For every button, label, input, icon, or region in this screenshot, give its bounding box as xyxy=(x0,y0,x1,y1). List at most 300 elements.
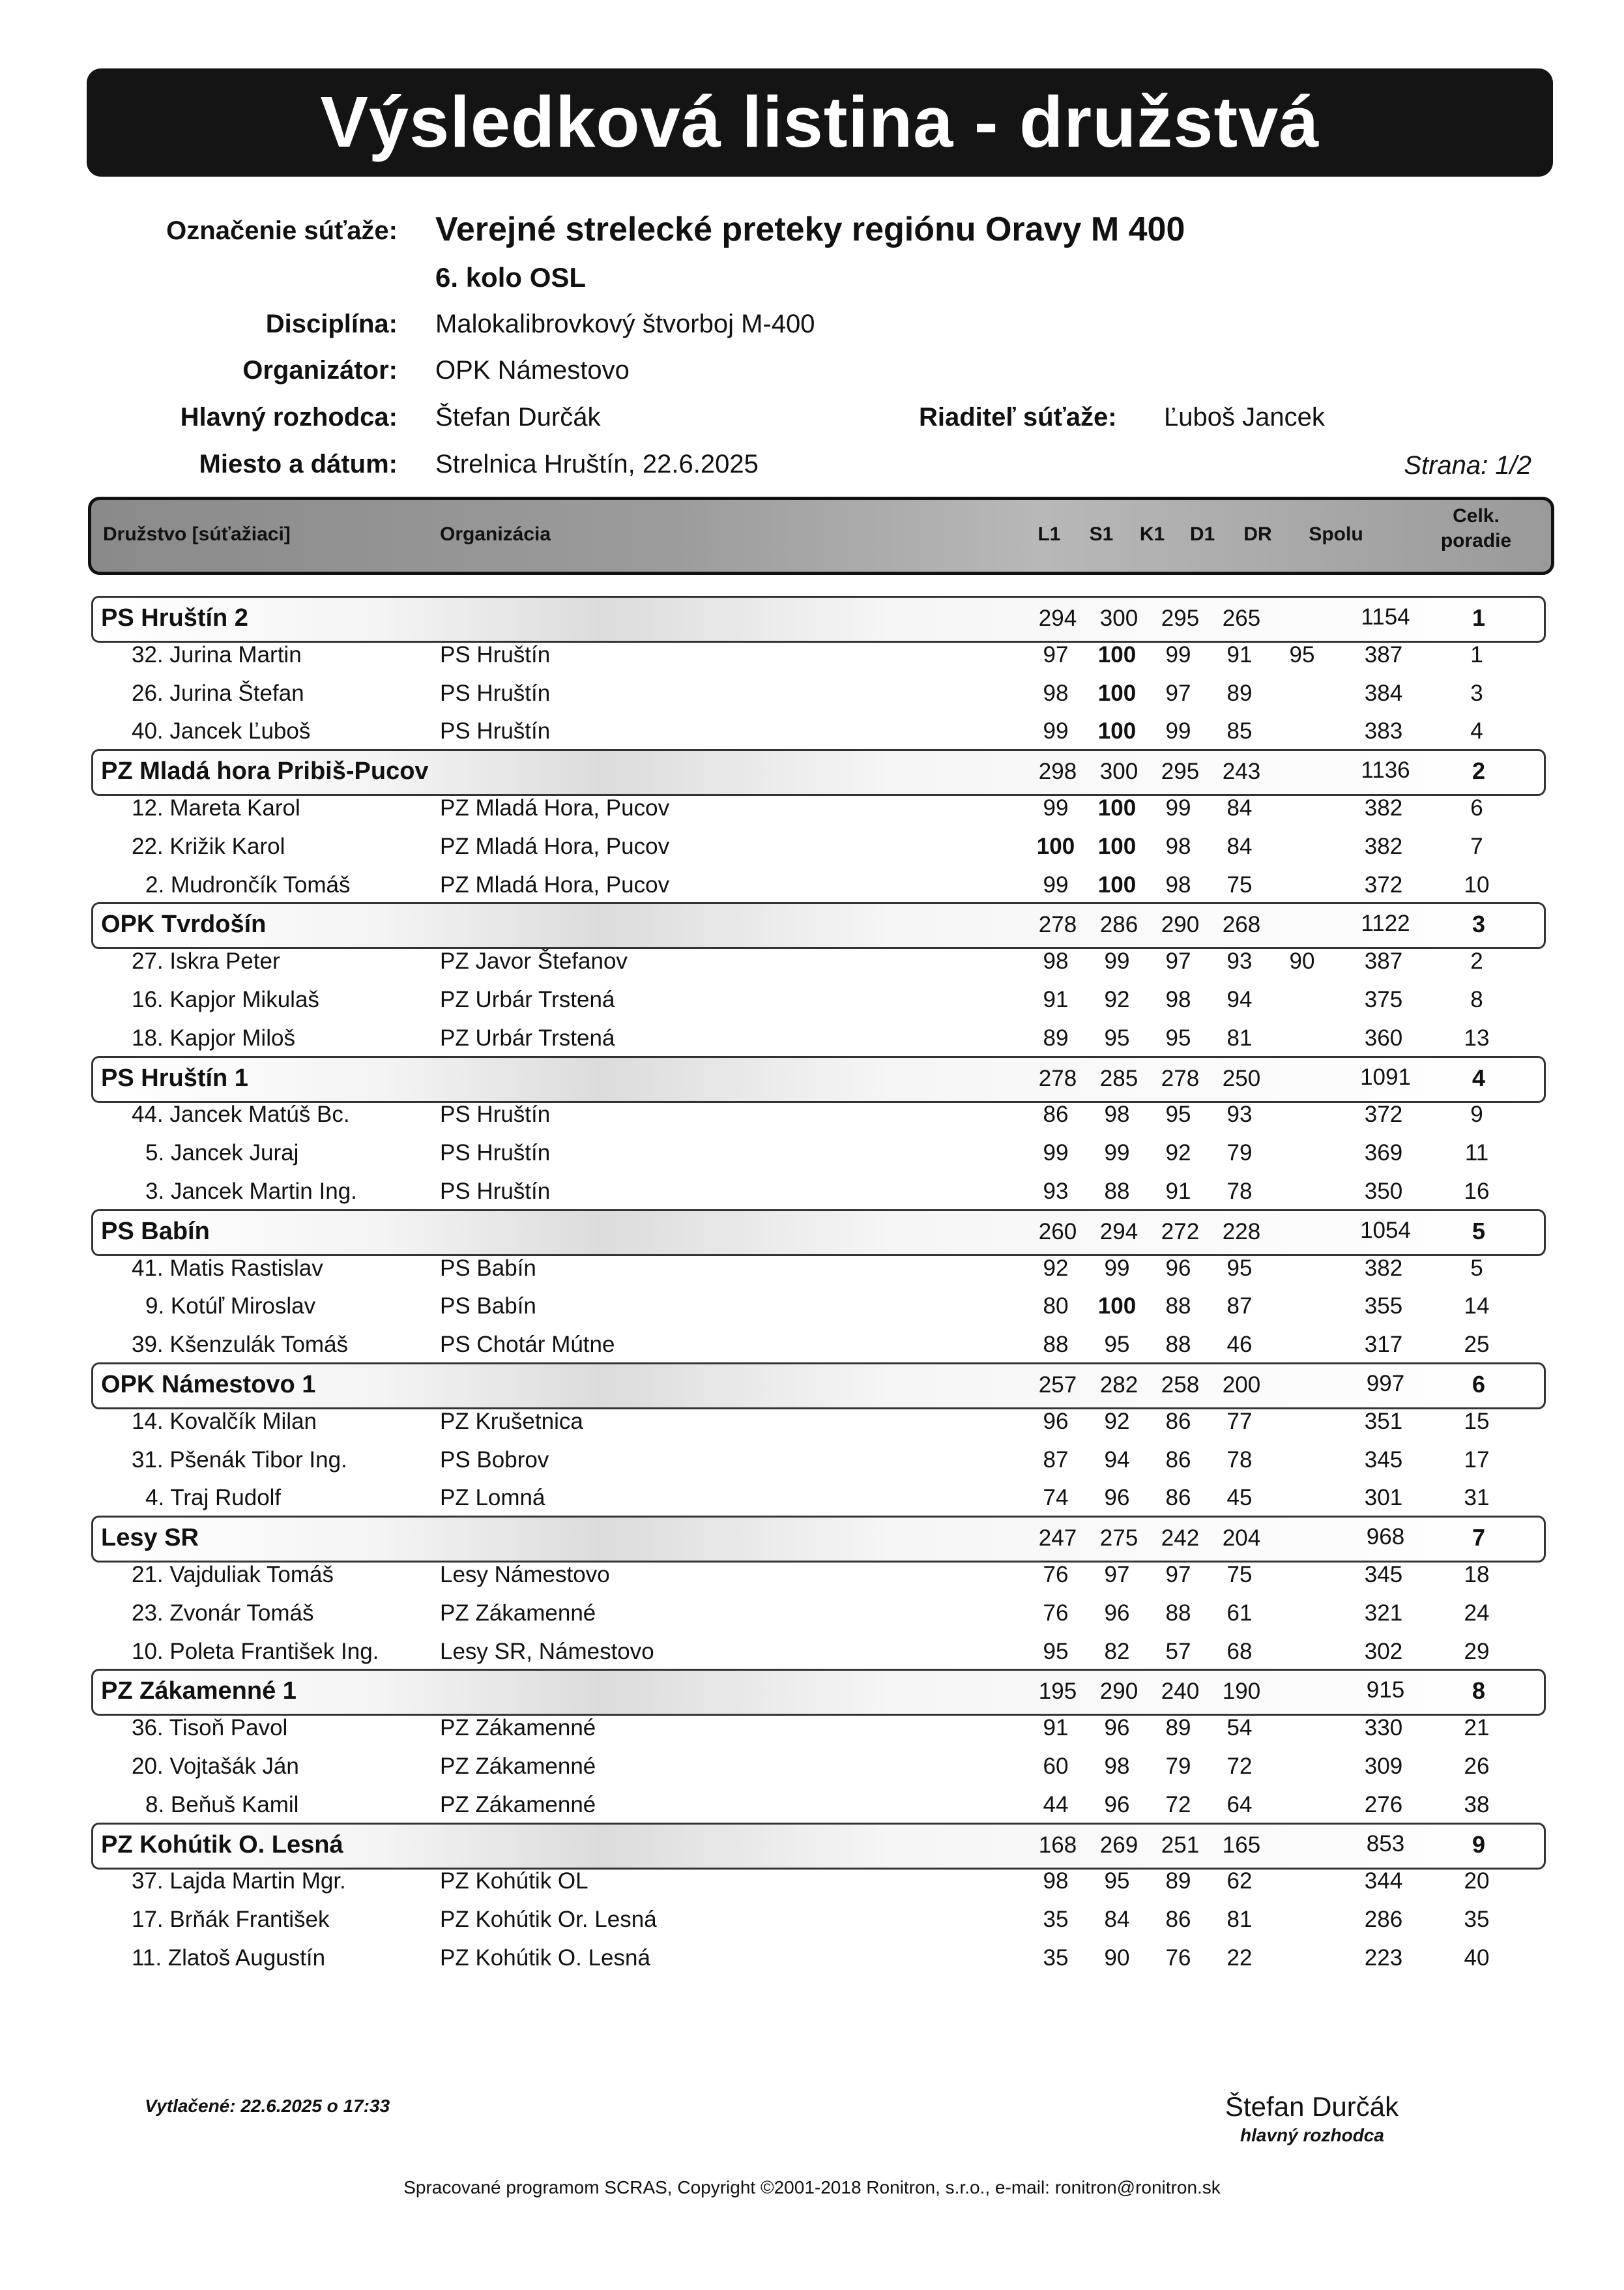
member-org: PS Hruštín xyxy=(440,680,551,706)
cell-l1: 35 xyxy=(1043,1907,1069,1933)
cell-d1: 81 xyxy=(1226,1907,1253,1933)
team-name: PS Hruštín 2 xyxy=(101,604,248,632)
cell-k1: 295 xyxy=(1161,606,1200,631)
cell-s1: 98 xyxy=(1104,1102,1130,1128)
member-org: PZ Lomná xyxy=(440,1485,545,1511)
column-rank-line2: poradie xyxy=(1440,530,1512,551)
referee-label: Hlavný rozhodca: xyxy=(180,403,398,432)
cell-s1: 100 xyxy=(1097,641,1137,668)
cell-k1: 96 xyxy=(1165,1255,1191,1281)
cell-total: 915 xyxy=(1366,1677,1405,1703)
member-name: 36. Tisoň Pavol xyxy=(132,1715,288,1741)
discipline-value: Malokalibrovkový štvorboj M-400 xyxy=(435,310,815,338)
member-org: PZ Mladá Hora, Pucov xyxy=(440,872,670,898)
organizer-label: Organizátor: xyxy=(242,356,398,385)
cell-l1: 99 xyxy=(1043,872,1069,898)
signature-role: hlavný rozhodca xyxy=(1240,2125,1384,2145)
cell-rank: 4 xyxy=(1470,718,1483,744)
cell-rank: 9 xyxy=(1472,1830,1486,1858)
cell-d1: 250 xyxy=(1222,1065,1261,1091)
member-org: Lesy Námestovo xyxy=(440,1562,610,1587)
cell-total: 382 xyxy=(1364,833,1403,859)
cell-d1: 75 xyxy=(1226,1562,1253,1587)
cell-k1: 86 xyxy=(1165,1446,1191,1473)
member-name: 21. Vajduliak Tomáš xyxy=(132,1562,334,1587)
cell-d1: 165 xyxy=(1222,1832,1261,1858)
cell-s1: 94 xyxy=(1104,1446,1130,1473)
cell-total: 330 xyxy=(1364,1715,1403,1741)
cell-rank: 21 xyxy=(1464,1715,1490,1741)
member-name: 17. Brňák František xyxy=(132,1907,330,1933)
cell-k1: 242 xyxy=(1161,1525,1200,1551)
member-org: PZ Mladá Hora, Pucov xyxy=(440,833,670,859)
cell-k1: 97 xyxy=(1165,1562,1191,1587)
cell-s1: 285 xyxy=(1099,1065,1138,1091)
cell-d1: 77 xyxy=(1226,1408,1253,1434)
cell-s1: 100 xyxy=(1097,872,1137,898)
cell-total: 372 xyxy=(1364,1102,1403,1128)
cell-k1: 88 xyxy=(1165,1332,1191,1358)
cell-s1: 98 xyxy=(1104,1754,1130,1779)
cell-total: 345 xyxy=(1364,1562,1403,1587)
cell-rank: 14 xyxy=(1464,1293,1490,1319)
cell-rank: 2 xyxy=(1470,948,1483,975)
cell-rank: 3 xyxy=(1472,911,1486,938)
member-org: PS Hruštín xyxy=(440,641,551,668)
column-org: Organizácia xyxy=(440,523,551,545)
cell-d1: 200 xyxy=(1222,1372,1261,1398)
cell-k1: 95 xyxy=(1165,1102,1191,1128)
member-org: PZ Kohútik O. Lesná xyxy=(440,1945,650,1971)
cell-rank: 6 xyxy=(1470,795,1483,821)
cell-d1: 265 xyxy=(1222,606,1261,631)
cell-rank: 8 xyxy=(1472,1677,1486,1705)
cell-l1: 278 xyxy=(1038,912,1077,938)
cell-k1: 290 xyxy=(1161,912,1200,938)
member-org: PS Babín xyxy=(440,1255,536,1281)
competition-label: Označenie súťaže: xyxy=(166,216,398,245)
cell-l1: 44 xyxy=(1043,1791,1069,1817)
cell-d1: 22 xyxy=(1226,1945,1253,1971)
cell-s1: 275 xyxy=(1099,1525,1138,1551)
cell-k1: 98 xyxy=(1165,987,1191,1012)
team-row xyxy=(91,1056,1546,1103)
cell-l1: 87 xyxy=(1043,1446,1069,1473)
cell-s1: 290 xyxy=(1099,1679,1138,1705)
cell-d1: 93 xyxy=(1226,948,1253,975)
cell-s1: 286 xyxy=(1099,912,1138,938)
member-name: 37. Lajda Martin Mgr. xyxy=(132,1868,346,1894)
member-name: 10. Poleta František Ing. xyxy=(132,1638,379,1664)
member-org: Lesy SR, Námestovo xyxy=(440,1638,654,1664)
cell-rank: 5 xyxy=(1472,1217,1486,1244)
cell-d1: 78 xyxy=(1226,1179,1253,1204)
cell-rank: 13 xyxy=(1464,1025,1490,1051)
cell-rank: 8 xyxy=(1470,987,1483,1012)
competition-value: Verejné strelecké preteky regiónu Oravy M 400 xyxy=(435,211,1185,248)
cell-d1: 84 xyxy=(1226,795,1253,821)
member-org: PZ Javor Štefanov xyxy=(440,948,628,975)
cell-s1: 95 xyxy=(1104,1332,1130,1358)
cell-k1: 98 xyxy=(1165,833,1191,859)
cell-k1: 89 xyxy=(1165,1715,1191,1741)
member-org: PS Hruštín xyxy=(440,1102,551,1128)
cell-total: 317 xyxy=(1364,1332,1403,1358)
member-name: 9. Kotúľ Miroslav xyxy=(145,1293,316,1319)
cell-s1: 88 xyxy=(1104,1179,1130,1204)
cell-s1: 294 xyxy=(1099,1218,1138,1244)
member-name: 32. Jurina Martin xyxy=(132,641,302,668)
cell-l1: 74 xyxy=(1043,1485,1069,1511)
team-name: Lesy SR xyxy=(101,1524,199,1552)
cell-k1: 92 xyxy=(1165,1140,1191,1166)
cell-l1: 91 xyxy=(1043,987,1069,1012)
cell-s1: 99 xyxy=(1104,1255,1130,1281)
cell-k1: 86 xyxy=(1165,1485,1191,1511)
cell-l1: 95 xyxy=(1043,1638,1069,1664)
member-org: PZ Zákamenné xyxy=(440,1754,596,1779)
cell-k1: 79 xyxy=(1165,1754,1191,1779)
cell-rank: 24 xyxy=(1464,1600,1490,1626)
member-org: PZ Kohútik OL xyxy=(440,1868,588,1894)
member-name: 16. Kapjor Mikulaš xyxy=(132,987,319,1012)
cell-s1: 99 xyxy=(1104,948,1130,975)
cell-rank: 6 xyxy=(1472,1371,1486,1398)
cell-k1: 99 xyxy=(1165,641,1191,668)
column-s1: S1 xyxy=(1089,523,1114,545)
cell-l1: 98 xyxy=(1043,948,1069,975)
team-row xyxy=(91,1362,1546,1409)
cell-l1: 99 xyxy=(1043,1140,1069,1166)
cell-total: 382 xyxy=(1364,1255,1403,1281)
cell-rank: 2 xyxy=(1472,757,1486,785)
cell-d1: 94 xyxy=(1226,987,1253,1012)
cell-s1: 100 xyxy=(1097,795,1137,821)
cell-rank: 35 xyxy=(1464,1907,1490,1933)
cell-rank: 1 xyxy=(1470,641,1483,668)
cell-rank: 31 xyxy=(1464,1485,1490,1511)
cell-d1: 243 xyxy=(1222,759,1261,785)
member-name: 5. Jancek Juraj xyxy=(145,1140,299,1166)
cell-total: 309 xyxy=(1364,1754,1403,1779)
organizer-value: OPK Námestovo xyxy=(435,356,630,385)
cell-s1: 95 xyxy=(1104,1868,1130,1894)
cell-d1: 204 xyxy=(1222,1525,1261,1551)
member-org: PZ Mladá Hora, Pucov xyxy=(440,795,670,821)
team-name: OPK Tvrdošín xyxy=(101,911,267,939)
cell-s1: 99 xyxy=(1104,1140,1130,1166)
cell-d1: 68 xyxy=(1226,1638,1253,1664)
cell-rank: 18 xyxy=(1464,1562,1490,1587)
cell-total: 344 xyxy=(1364,1868,1403,1894)
cell-k1: 57 xyxy=(1165,1638,1191,1664)
member-name: 23. Zvonár Tomáš xyxy=(132,1600,314,1626)
cell-l1: 60 xyxy=(1043,1754,1069,1779)
cell-s1: 300 xyxy=(1099,606,1138,631)
team-row xyxy=(91,1823,1546,1870)
cell-total: 1122 xyxy=(1361,911,1410,937)
cell-total: 387 xyxy=(1364,948,1403,975)
team-name: PZ Zákamenné 1 xyxy=(101,1677,297,1705)
cell-rank: 1 xyxy=(1472,604,1486,631)
member-org: PS Bobrov xyxy=(440,1446,549,1473)
member-name: 26. Jurina Štefan xyxy=(132,680,304,706)
cell-rank: 10 xyxy=(1464,872,1490,898)
cell-total: 345 xyxy=(1364,1446,1403,1473)
cell-d1: 81 xyxy=(1226,1025,1253,1051)
cell-k1: 278 xyxy=(1161,1065,1200,1091)
cell-total: 968 xyxy=(1366,1524,1405,1550)
cell-k1: 91 xyxy=(1165,1179,1191,1204)
cell-total: 350 xyxy=(1364,1179,1403,1204)
column-dr: DR xyxy=(1243,523,1272,545)
cell-rank: 5 xyxy=(1470,1255,1483,1281)
member-org: PS Hruštín xyxy=(440,1140,551,1166)
cell-s1: 84 xyxy=(1104,1907,1130,1933)
member-name: 27. Iskra Peter xyxy=(132,948,280,975)
cell-d1: 61 xyxy=(1226,1600,1253,1626)
cell-s1: 90 xyxy=(1104,1945,1130,1971)
team-row xyxy=(91,1516,1546,1563)
cell-rank: 16 xyxy=(1464,1179,1490,1204)
cell-d1: 268 xyxy=(1222,912,1261,938)
cell-k1: 251 xyxy=(1161,1832,1200,1858)
discipline-label: Disciplína: xyxy=(265,310,398,338)
team-row xyxy=(91,749,1546,796)
cell-l1: 260 xyxy=(1038,1218,1077,1244)
member-name: 18. Kapjor Miloš xyxy=(132,1025,295,1051)
cell-rank: 7 xyxy=(1472,1524,1486,1551)
cell-total: 223 xyxy=(1364,1945,1403,1971)
cell-s1: 100 xyxy=(1097,680,1137,706)
cell-total: 321 xyxy=(1364,1600,1403,1626)
member-org: PS Babín xyxy=(440,1293,536,1319)
cell-l1: 195 xyxy=(1038,1679,1077,1705)
cell-total: 276 xyxy=(1364,1791,1403,1817)
member-name: 14. Kovalčík Milan xyxy=(132,1408,317,1434)
cell-d1: 64 xyxy=(1226,1791,1253,1817)
cell-l1: 98 xyxy=(1043,1868,1069,1894)
cell-d1: 79 xyxy=(1226,1140,1253,1166)
printed-timestamp: Vytlačené: 22.6.2025 o 17:33 xyxy=(145,2096,390,2116)
cell-rank: 20 xyxy=(1464,1868,1490,1894)
column-total: Spolu xyxy=(1309,523,1363,545)
cell-k1: 98 xyxy=(1165,872,1191,898)
cell-l1: 97 xyxy=(1043,641,1069,668)
cell-total: 375 xyxy=(1364,987,1403,1012)
column-rank-line1: Celk. xyxy=(1453,505,1500,527)
member-org: PZ Zákamenné xyxy=(440,1600,596,1626)
cell-l1: 92 xyxy=(1043,1255,1069,1281)
cell-rank: 26 xyxy=(1464,1754,1490,1779)
column-d1: D1 xyxy=(1189,523,1215,545)
director-label: Riaditeľ súťaže: xyxy=(919,403,1117,432)
member-org: PZ Urbár Trstená xyxy=(440,987,615,1012)
signature-name: Štefan Durčák xyxy=(1225,2091,1399,2122)
cell-total: 369 xyxy=(1364,1140,1403,1166)
cell-s1: 82 xyxy=(1104,1638,1130,1664)
cell-d1: 62 xyxy=(1226,1868,1253,1894)
team-name: PZ Kohútik O. Lesná xyxy=(101,1830,343,1858)
column-team: Družstvo [súťažiaci] xyxy=(103,523,291,545)
cell-total: 302 xyxy=(1364,1638,1403,1664)
cell-s1: 95 xyxy=(1104,1025,1130,1051)
cell-k1: 295 xyxy=(1161,759,1200,785)
cell-d1: 84 xyxy=(1226,833,1253,859)
member-org: PZ Zákamenné xyxy=(440,1791,596,1817)
cell-total: 997 xyxy=(1366,1371,1405,1396)
cell-k1: 76 xyxy=(1165,1945,1191,1971)
cell-d1: 89 xyxy=(1226,680,1253,706)
cell-s1: 96 xyxy=(1104,1600,1130,1626)
cell-rank: 25 xyxy=(1464,1332,1490,1358)
cell-l1: 298 xyxy=(1038,759,1077,785)
cell-dr: 95 xyxy=(1289,641,1315,668)
cell-l1: 89 xyxy=(1043,1025,1069,1051)
cell-k1: 86 xyxy=(1165,1907,1191,1933)
cell-l1: 278 xyxy=(1038,1065,1077,1091)
director-value: Ľuboš Jancek xyxy=(1164,403,1325,432)
member-name: 39. Kšenzulák Tomáš xyxy=(132,1332,349,1358)
cell-total: 1054 xyxy=(1360,1217,1411,1243)
member-name: 3. Jancek Martin Ing. xyxy=(145,1179,357,1204)
member-org: PZ Kohútik Or. Lesná xyxy=(440,1907,657,1933)
member-org: PS Hruštín xyxy=(440,1179,551,1204)
cell-l1: 100 xyxy=(1036,833,1075,859)
cell-rank: 15 xyxy=(1464,1408,1490,1434)
cell-rank: 3 xyxy=(1470,680,1483,706)
cell-s1: 282 xyxy=(1099,1372,1138,1398)
cell-d1: 228 xyxy=(1222,1218,1261,1244)
cell-total: 360 xyxy=(1364,1025,1403,1051)
cell-total: 1136 xyxy=(1361,757,1410,784)
cell-s1: 96 xyxy=(1104,1485,1130,1511)
cell-d1: 87 xyxy=(1226,1293,1253,1319)
cell-total: 355 xyxy=(1364,1293,1403,1319)
cell-total: 853 xyxy=(1366,1830,1405,1857)
cell-total: 383 xyxy=(1364,718,1403,744)
cell-d1: 72 xyxy=(1226,1754,1253,1779)
column-k1: K1 xyxy=(1139,523,1165,545)
cell-d1: 46 xyxy=(1226,1332,1253,1358)
cell-s1: 300 xyxy=(1099,759,1138,785)
referee-value: Štefan Durčák xyxy=(435,403,601,432)
team-row xyxy=(91,596,1546,643)
member-name: 2. Mudrončík Tomáš xyxy=(145,872,351,898)
cell-l1: 96 xyxy=(1043,1408,1069,1434)
member-name: 40. Jancek Ľuboš xyxy=(132,718,311,744)
team-name: PZ Mladá hora Pribiš-Pucov xyxy=(101,757,429,785)
cell-l1: 99 xyxy=(1043,795,1069,821)
cell-k1: 72 xyxy=(1165,1791,1191,1817)
cell-l1: 93 xyxy=(1043,1179,1069,1204)
cell-l1: 294 xyxy=(1038,606,1077,631)
cell-k1: 258 xyxy=(1161,1372,1200,1398)
cell-l1: 86 xyxy=(1043,1102,1069,1128)
team-row xyxy=(91,1669,1546,1716)
cell-rank: 38 xyxy=(1464,1791,1490,1817)
cell-k1: 97 xyxy=(1165,680,1191,706)
cell-rank: 11 xyxy=(1464,1140,1489,1166)
team-name: PS Babín xyxy=(101,1217,210,1245)
page-number: Strana: 1/2 xyxy=(1404,451,1531,480)
cell-k1: 97 xyxy=(1165,948,1191,975)
cell-s1: 92 xyxy=(1104,987,1130,1012)
cell-l1: 76 xyxy=(1043,1562,1069,1587)
cell-k1: 99 xyxy=(1165,795,1191,821)
cell-s1: 269 xyxy=(1099,1832,1138,1858)
member-name: 20. Vojtašák Ján xyxy=(132,1754,299,1779)
place-value: Strelnica Hruštín, 22.6.2025 xyxy=(435,450,759,478)
cell-k1: 99 xyxy=(1165,718,1191,744)
cell-k1: 88 xyxy=(1165,1600,1191,1626)
cell-dr: 90 xyxy=(1289,948,1315,975)
cell-k1: 89 xyxy=(1165,1868,1191,1894)
table-header xyxy=(88,497,1554,575)
copyright-footer: Spracované programom SCRAS, Copyright ©2001-2018 Ronitron, s.r.o., e-mail: ronitron@ronitron.sk xyxy=(403,2177,1221,2197)
cell-k1: 272 xyxy=(1161,1218,1200,1244)
page-title: Výsledková listina - družstvá xyxy=(87,68,1553,177)
member-org: PS Chotár Mútne xyxy=(440,1332,615,1358)
team-row xyxy=(91,902,1546,949)
cell-rank: 4 xyxy=(1472,1064,1486,1091)
cell-rank: 40 xyxy=(1464,1945,1490,1971)
cell-k1: 95 xyxy=(1165,1025,1191,1051)
cell-s1: 92 xyxy=(1104,1408,1130,1434)
cell-rank: 17 xyxy=(1464,1446,1490,1473)
member-name: 22. Križik Karol xyxy=(132,833,285,859)
member-name: 31. Pšenák Tibor Ing. xyxy=(132,1446,347,1473)
cell-l1: 35 xyxy=(1043,1945,1069,1971)
cell-total: 1154 xyxy=(1361,604,1410,630)
cell-l1: 76 xyxy=(1043,1600,1069,1626)
cell-d1: 45 xyxy=(1226,1485,1253,1511)
column-l1: L1 xyxy=(1037,523,1061,545)
cell-l1: 257 xyxy=(1038,1372,1077,1398)
cell-total: 351 xyxy=(1364,1408,1403,1434)
cell-l1: 98 xyxy=(1043,680,1069,706)
cell-k1: 240 xyxy=(1161,1679,1200,1705)
member-name: 11. Zlatoš Augustín xyxy=(132,1945,326,1971)
cell-s1: 100 xyxy=(1097,718,1137,744)
cell-d1: 190 xyxy=(1222,1679,1261,1705)
cell-l1: 99 xyxy=(1043,718,1069,744)
cell-s1: 97 xyxy=(1104,1562,1130,1587)
member-org: PZ Krušetnica xyxy=(440,1408,583,1434)
team-name: PS Hruštín 1 xyxy=(101,1064,248,1092)
cell-d1: 85 xyxy=(1226,718,1253,744)
cell-l1: 247 xyxy=(1038,1525,1077,1551)
cell-l1: 168 xyxy=(1038,1832,1077,1858)
cell-d1: 95 xyxy=(1226,1255,1253,1281)
cell-l1: 91 xyxy=(1043,1715,1069,1741)
place-label: Miesto a dátum: xyxy=(199,450,398,478)
team-row xyxy=(91,1209,1546,1256)
cell-d1: 75 xyxy=(1226,872,1253,898)
cell-rank: 29 xyxy=(1464,1638,1490,1664)
member-org: PZ Urbár Trstená xyxy=(440,1025,615,1051)
cell-total: 1091 xyxy=(1360,1064,1411,1090)
cell-rank: 9 xyxy=(1470,1102,1483,1128)
cell-total: 372 xyxy=(1364,872,1403,898)
cell-s1: 96 xyxy=(1104,1791,1130,1817)
member-org: PS Hruštín xyxy=(440,718,551,744)
cell-d1: 54 xyxy=(1226,1715,1253,1741)
member-name: 41. Matis Rastislav xyxy=(132,1255,323,1281)
member-name: 8. Beňuš Kamil xyxy=(145,1791,299,1817)
member-org: PZ Zákamenné xyxy=(440,1715,596,1741)
cell-total: 286 xyxy=(1364,1907,1403,1933)
